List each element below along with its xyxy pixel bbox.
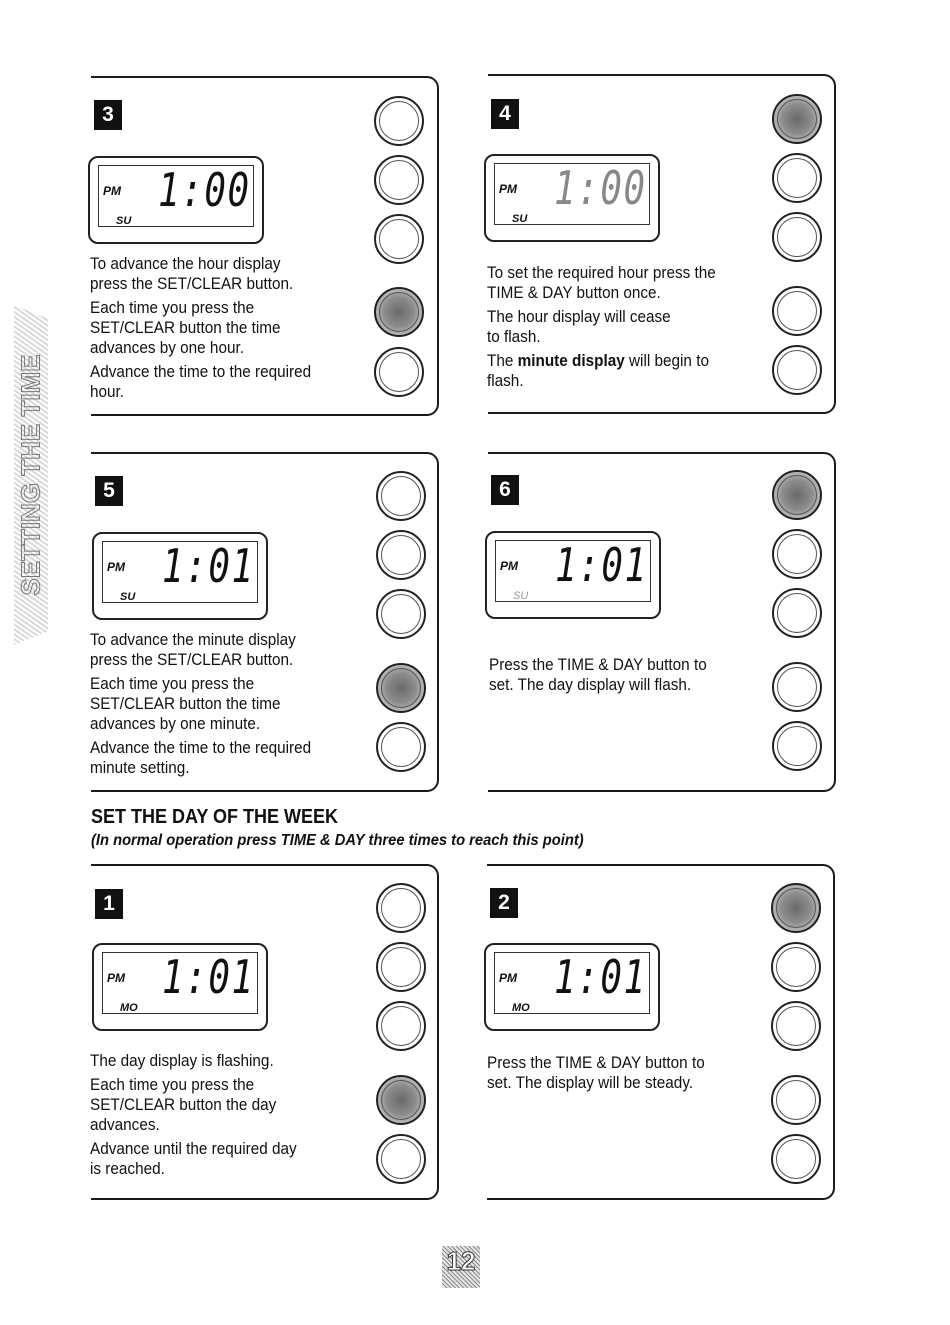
lcd-period: PM xyxy=(500,559,518,573)
control-button[interactable] xyxy=(376,722,426,772)
control-button[interactable] xyxy=(376,1134,426,1184)
instruction-text xyxy=(90,254,311,406)
lcd-period: PM xyxy=(107,971,125,985)
lcd-period: PM xyxy=(499,971,517,985)
control-button[interactable] xyxy=(772,212,822,262)
control-button[interactable] xyxy=(771,1134,821,1184)
instruction-paragraph: Each time you press the SET/CLEAR button the time advances by one hour. xyxy=(90,298,281,357)
lcd-time: 1:00 xyxy=(554,161,647,215)
step-badge: 3 xyxy=(94,100,122,130)
lcd-period: PM xyxy=(499,182,517,196)
lcd-day: MO xyxy=(512,1002,530,1014)
lcd-display xyxy=(485,531,661,619)
control-button[interactable] xyxy=(376,883,426,933)
instruction-paragraph: To set the required hour press the TIME & DAY button once. xyxy=(487,263,716,302)
step-badge: 5 xyxy=(95,476,123,506)
lcd-day: SU xyxy=(116,215,132,227)
lcd-display xyxy=(484,943,660,1031)
instruction-fragment: will begin to flash. xyxy=(487,351,709,390)
control-button[interactable] xyxy=(376,471,426,521)
section-subheading: (In normal operation press TIME & DAY three times to reach this point) xyxy=(91,832,584,849)
control-button[interactable] xyxy=(772,345,822,395)
instruction-paragraph: Advance until the required day is reached. xyxy=(90,1139,297,1178)
lcd-display xyxy=(92,943,268,1031)
instruction-text xyxy=(90,1051,297,1183)
lcd-time: 1:01 xyxy=(162,539,255,593)
instruction-paragraph: To advance the minute display press the SET/CLEAR button. xyxy=(90,630,296,669)
instruction-paragraph: To advance the hour display press the SET/CLEAR button. xyxy=(90,254,294,293)
lcd-time: 1:01 xyxy=(555,538,648,592)
lcd-day: SU xyxy=(512,213,528,225)
instruction-paragraph xyxy=(487,351,716,391)
control-button[interactable] xyxy=(376,942,426,992)
step-badge: 4 xyxy=(491,99,519,129)
page-number: 12 xyxy=(446,1246,476,1276)
instruction-text xyxy=(90,630,311,782)
control-button[interactable] xyxy=(374,96,424,146)
control-button[interactable] xyxy=(771,942,821,992)
lcd-day: MO xyxy=(120,1002,138,1014)
control-button[interactable] xyxy=(771,1001,821,1051)
instruction-text xyxy=(487,1053,705,1097)
lcd-display xyxy=(88,156,264,244)
control-button[interactable] xyxy=(771,1075,821,1125)
instruction-paragraph: Advance the time to the required minute setting. xyxy=(90,738,312,777)
control-button-pressed[interactable] xyxy=(376,1075,426,1125)
instruction-text xyxy=(487,263,716,395)
section-heading: SET THE DAY OF THE WEEK xyxy=(91,806,339,828)
control-button[interactable] xyxy=(374,155,424,205)
lcd-display xyxy=(484,154,660,242)
step-badge: 6 xyxy=(491,475,519,505)
step-badge: 2 xyxy=(490,888,518,918)
lcd-time: 1:01 xyxy=(554,950,647,1004)
control-button-pressed[interactable] xyxy=(374,287,424,337)
step-badge: 1 xyxy=(95,889,123,919)
instruction-paragraph: Press the TIME & DAY button to set. The day display will flash. xyxy=(489,655,707,694)
lcd-day: SU xyxy=(513,590,529,602)
instruction-paragraph: Each time you press the SET/CLEAR button the time advances by one minute. xyxy=(90,674,281,733)
control-button[interactable] xyxy=(772,662,822,712)
instruction-paragraph: Advance the time to the required hour. xyxy=(90,362,312,401)
lcd-time: 1:01 xyxy=(162,950,255,1004)
lcd-time: 1:00 xyxy=(158,163,251,217)
instruction-fragment: The xyxy=(487,351,518,370)
instruction-paragraph: Each time you press the SET/CLEAR button the day advances. xyxy=(90,1075,277,1134)
control-button[interactable] xyxy=(376,1001,426,1051)
lcd-display xyxy=(92,532,268,620)
control-button[interactable] xyxy=(376,589,426,639)
lcd-period: PM xyxy=(107,560,125,574)
control-button-pressed[interactable] xyxy=(772,94,822,144)
instruction-text xyxy=(489,655,707,699)
instruction-emphasis: minute display xyxy=(517,351,625,370)
page-number-box xyxy=(442,1246,480,1288)
control-button[interactable] xyxy=(772,286,822,336)
lcd-period: PM xyxy=(103,184,121,198)
control-button[interactable] xyxy=(772,153,822,203)
control-button-pressed[interactable] xyxy=(376,663,426,713)
control-button[interactable] xyxy=(772,529,822,579)
control-button[interactable] xyxy=(772,721,822,771)
instruction-paragraph: Press the TIME & DAY button to set. The display will be steady. xyxy=(487,1053,705,1092)
control-button-pressed[interactable] xyxy=(771,883,821,933)
lcd-day: SU xyxy=(120,591,136,603)
control-button-pressed[interactable] xyxy=(772,470,822,520)
control-button[interactable] xyxy=(374,214,424,264)
control-button[interactable] xyxy=(772,588,822,638)
instruction-paragraph: The day display is flashing. xyxy=(90,1051,274,1070)
control-button[interactable] xyxy=(376,530,426,580)
side-tab-label-box xyxy=(14,305,48,645)
instruction-paragraph: The hour display will cease to flash. xyxy=(487,307,671,346)
control-button[interactable] xyxy=(374,347,424,397)
side-tab-label: SETTING THE TIME xyxy=(15,354,46,596)
